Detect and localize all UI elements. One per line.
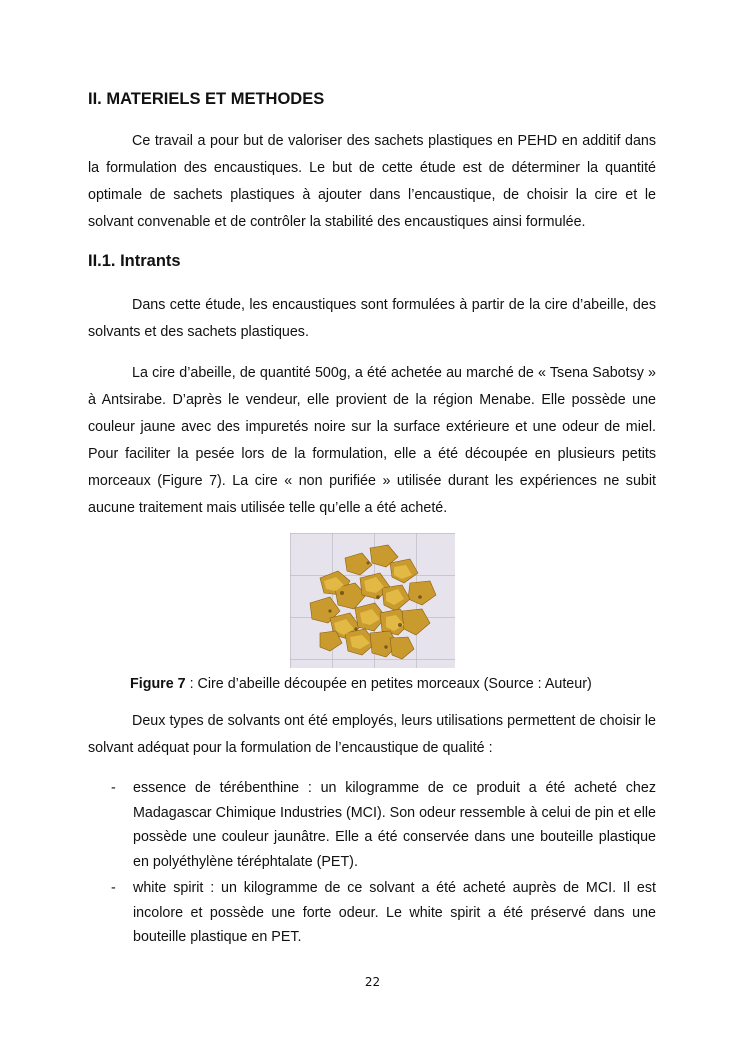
paragraph-3: Deux types de solvants ont été employés, leurs utilisations permettent de choisir le solvant adéquat pour la formulation de l’encaustique de qualité : [88, 713, 656, 756]
beeswax-photo [290, 533, 455, 668]
list-bullet: - [111, 880, 116, 896]
list-item-text: essence de térébenthine : un kilogramme de ce produit a été acheté chez Madagascar Chimique Industries (MCI). Son odeur ressemble à celui de pin et elle possède une couleur jaunâtre. Elle a été conservée dans une bouteille plastique en polyéthylène téréphtalate (PET). [133, 780, 656, 870]
list-bullet: - [111, 780, 116, 796]
paragraph-1: Dans cette étude, les encaustiques sont formulées à partir de la cire d’abeille, des solvants et des sachets plastiques. [88, 297, 656, 340]
solvents-list [88, 776, 656, 952]
list-item-text: white spirit : un kilogramme de ce solvant a été acheté auprès de MCI. Il est incolore et possède une forte odeur. Le white spirit a été préservé dans une bouteille plastique en PET. [133, 880, 656, 945]
beeswax-pieces-image [290, 533, 455, 668]
section-title: II. MATERIELS ET METHODES [88, 90, 325, 108]
subsection-title: II.1. Intrants [88, 252, 181, 270]
intro-paragraph: Ce travail a pour but de valoriser des sachets plastiques en PEHD en additif dans la formulation des encaustiques. Le but de cette étude est de déterminer la quantité optimale de sachets plastiques à ajouter dans l’encaustique, de choisir la cire et le solvant convenable et de contrôler la stabilité des encaustiques ainsi formulée. [88, 133, 656, 230]
list-item [88, 776, 656, 874]
list-item [88, 876, 656, 950]
figure-label: Figure 7 [130, 676, 186, 692]
figure-caption-text: : Cire d’abeille découpée en petites morceaux (Source : Auteur) [185, 676, 592, 692]
paragraph-2: La cire d’abeille, de quantité 500g, a été achetée au marché de « Tsena Sabotsy » à Antsirabe. D’après le vendeur, elle provient de la région Menabe. Elle possède une couleur jaune avec des impuretés noire sur la surface extérieure et une odeur de miel. Pour faciliter la pesée lors de la formulation, elle a été découpée en plusieurs petits morceaux (Figure 7). La cire « non purifiée » utilisée durant les expériences ne subit aucune traitement mais utilisée telle qu’elle a été acheté. [88, 365, 656, 516]
page-number: 22 [364, 975, 381, 989]
figure-caption [130, 676, 592, 692]
